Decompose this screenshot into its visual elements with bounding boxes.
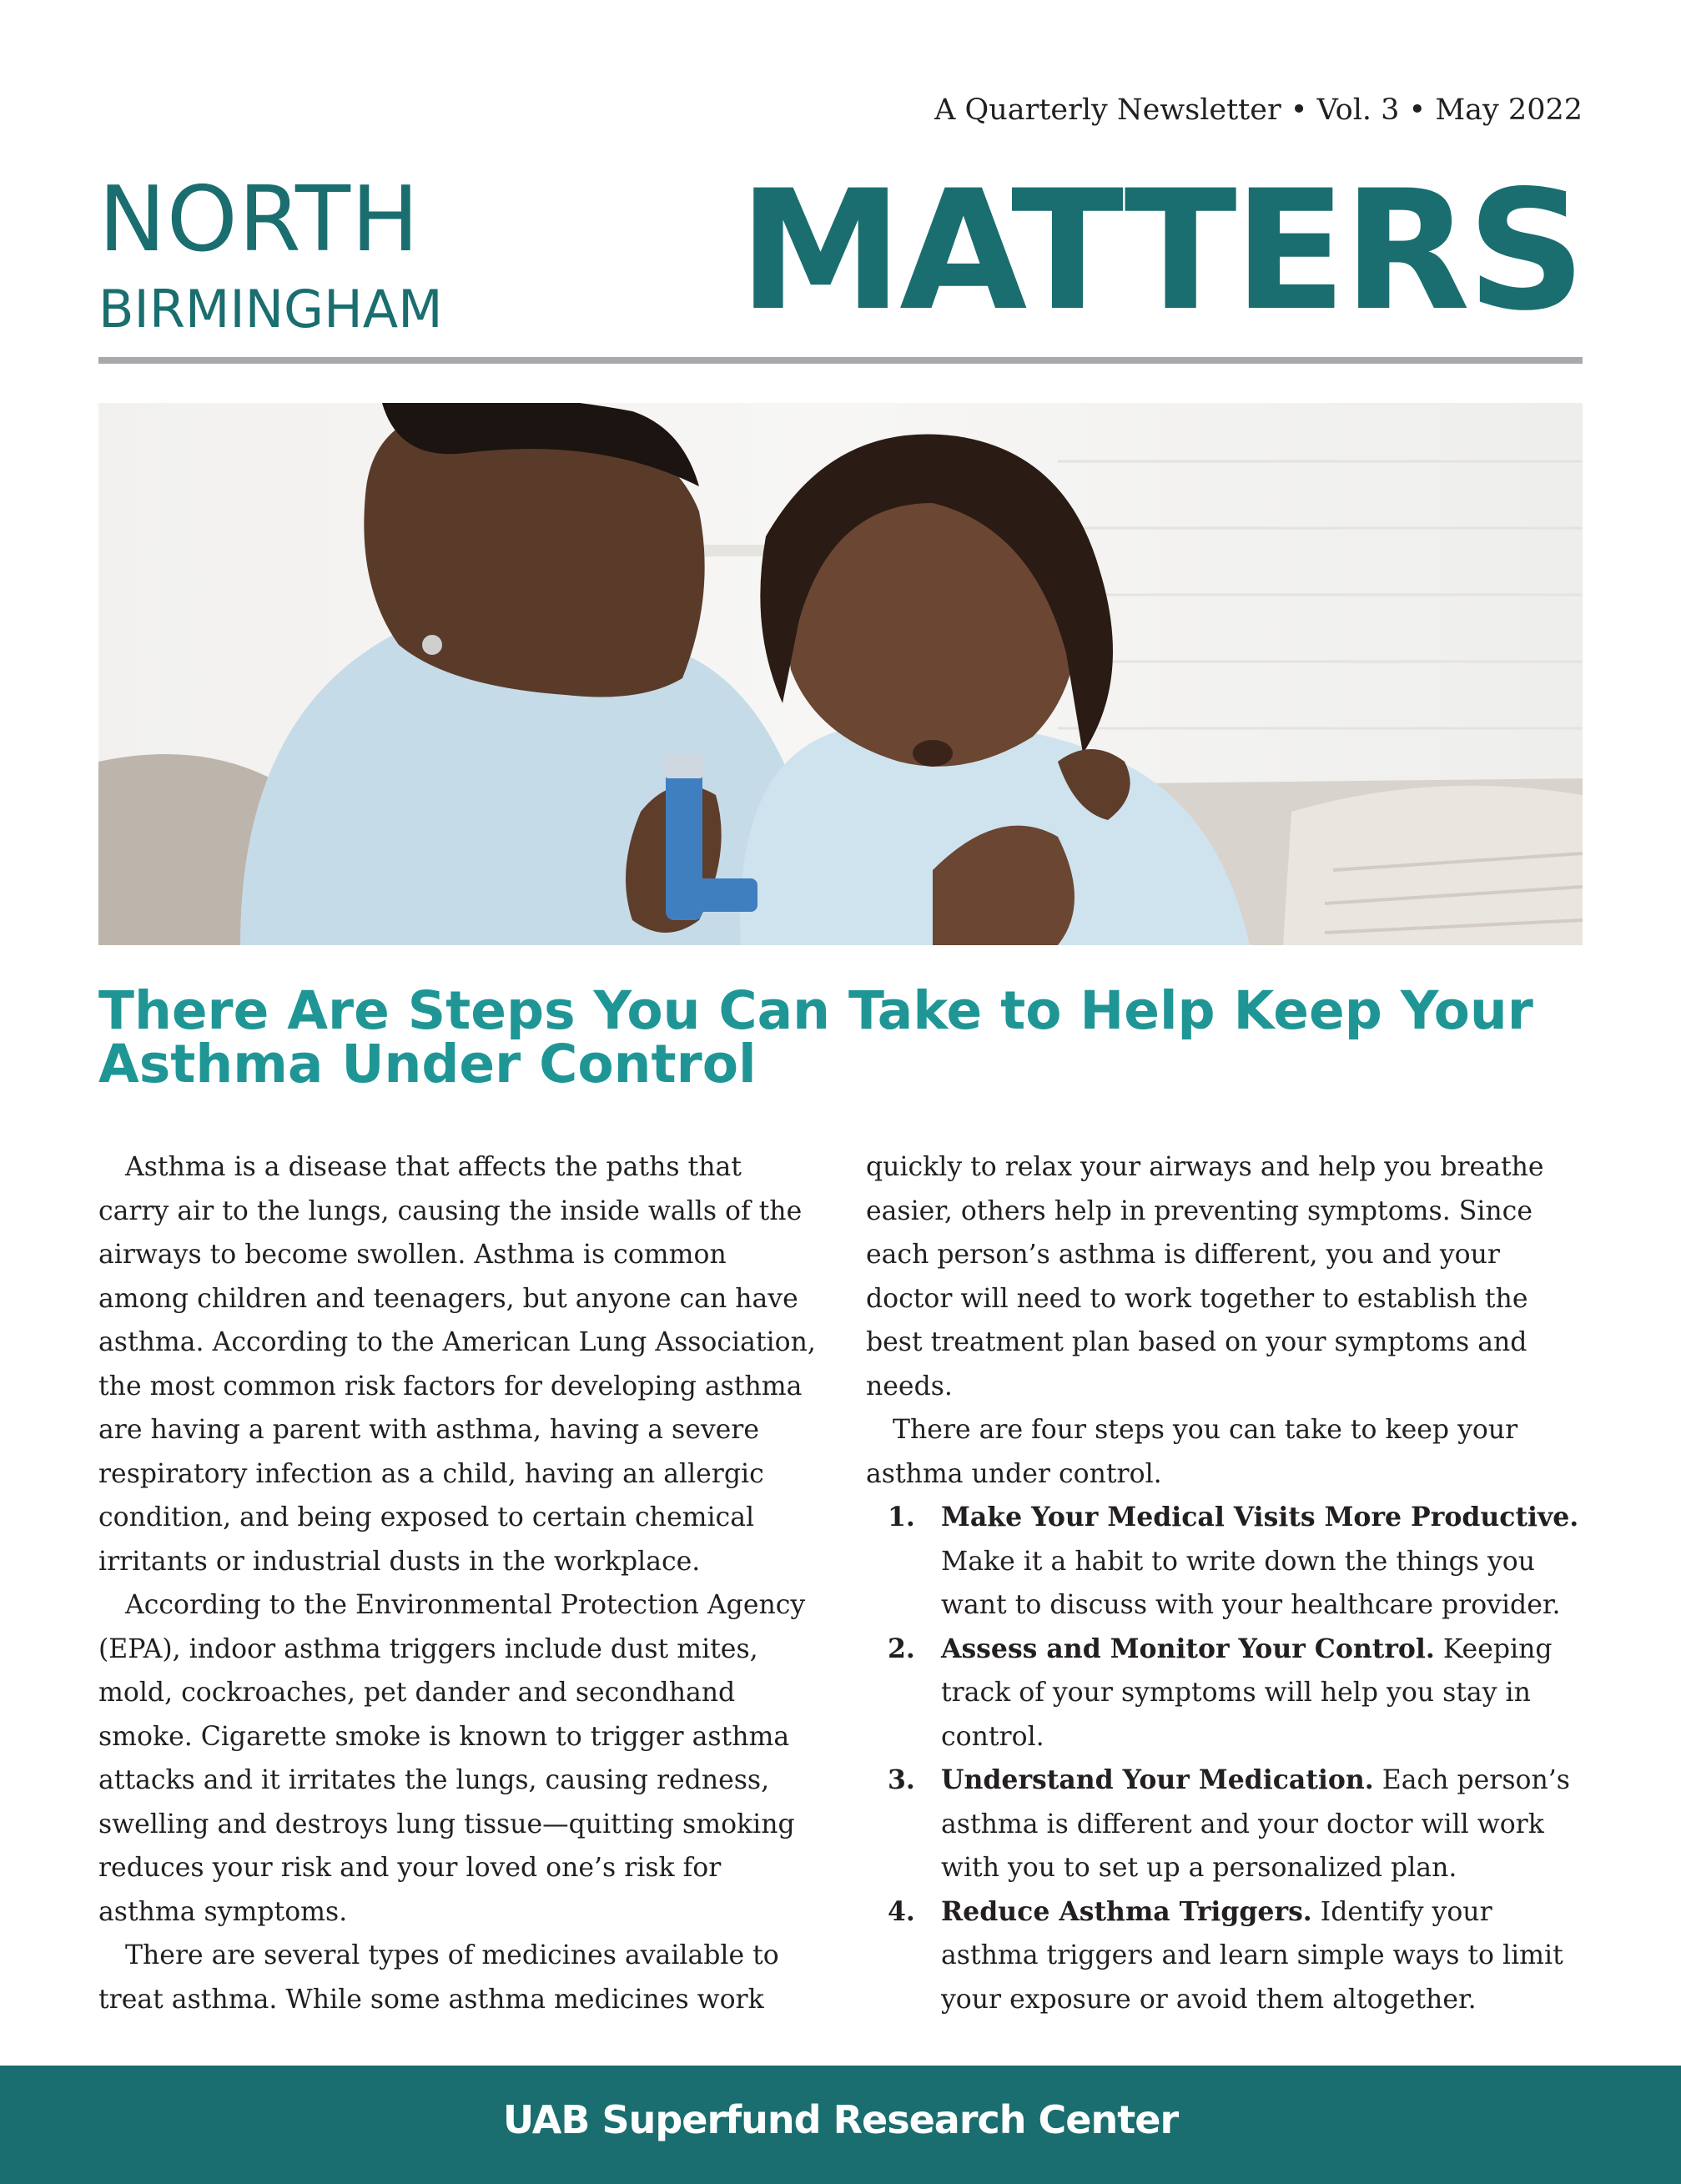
step-number: 2.: [888, 1633, 915, 1664]
steps-list: [866, 1496, 1585, 2021]
step-title: Understand Your Medication.: [941, 1764, 1374, 1795]
step-text: Each person’s asthma is different and your doctor will work with you to set up a personalized plan.: [941, 1765, 1570, 1883]
list-item: [866, 1628, 1585, 1759]
step-number: 3.: [888, 1764, 915, 1795]
article-column-right: [866, 1145, 1585, 2021]
paragraph: According to the Environmental Protection Agency (EPA), indoor asthma triggers include dust mites, mold, cockroaches, pet dander and secondhand smoke. Cigarette smoke is known to trigger asthma attacks and it irritates the lungs, causing redness, swelling and destroys lung tissue—quitting smoking reduces your risk and your loved one’s risk for asthma symptoms.: [98, 1590, 806, 1927]
footer-bar: [0, 2066, 1681, 2184]
step-title: Reduce Asthma Triggers.: [941, 1895, 1312, 1927]
masthead: [98, 154, 1583, 350]
footer-org-name: UAB Superfund Research Center: [502, 2097, 1179, 2142]
paragraph: There are several types of medicines available to treat asthma. While some asthma medicines work: [98, 1940, 779, 2015]
article-headline: There Are Steps You Can Take to Help Keep Your Asthma Under Control: [98, 980, 1533, 1095]
masthead-matters: MATTERS: [738, 154, 1583, 347]
paragraph: There are four steps you can take to keep your asthma under control.: [866, 1415, 1518, 1489]
step-title: Make Your Medical Visits More Productive.: [941, 1502, 1579, 1532]
masthead-birmingham: BIRMINGHAM: [98, 279, 443, 340]
list-item: [866, 1496, 1585, 1628]
step-text: Keeping track of your symptoms will help you stay in control.: [941, 1633, 1553, 1752]
step-title: Assess and Monitor Your Control.: [941, 1633, 1435, 1664]
hero-photo: [98, 403, 1583, 945]
paragraph: Asthma is a disease that affects the paths that carry air to the lungs, causing the inside walls of the airways to become swollen. Asthma is common among children and teenagers, but anyone can have asthma. According to the American Lung Association, the most common risk factors for developing asthma are having a parent with asthma, having a severe respiratory infection as a child, having an allergic condition, and being exposed to certain chemical irritants or industrial dusts in the workplace.: [98, 1152, 816, 1577]
step-text: Make it a habit to write down the things you want to discuss with your healthcare provider.: [941, 1546, 1561, 1620]
step-number: 4.: [888, 1895, 915, 1927]
step-text: Identify your asthma triggers and learn simple ways to limit your exposure or avoid them altogether.: [941, 1896, 1563, 2015]
list-item: [866, 1759, 1585, 1890]
paragraph-continued: quickly to relax your airways and help you breathe easier, others help in preventing symptoms. Since each person’s asthma is different, you and your doctor will need to work together to establish the best treatment plan based on your symptoms and needs.: [866, 1152, 1544, 1401]
list-item: [866, 1890, 1585, 2022]
step-number: 1.: [888, 1502, 915, 1532]
masthead-north: NORTH: [98, 168, 420, 272]
masthead-divider: [98, 357, 1583, 364]
newsletter-tagline: A Quarterly Newsletter • Vol. 3 • May 2022: [934, 93, 1583, 127]
article-column-left: [98, 1145, 816, 2021]
